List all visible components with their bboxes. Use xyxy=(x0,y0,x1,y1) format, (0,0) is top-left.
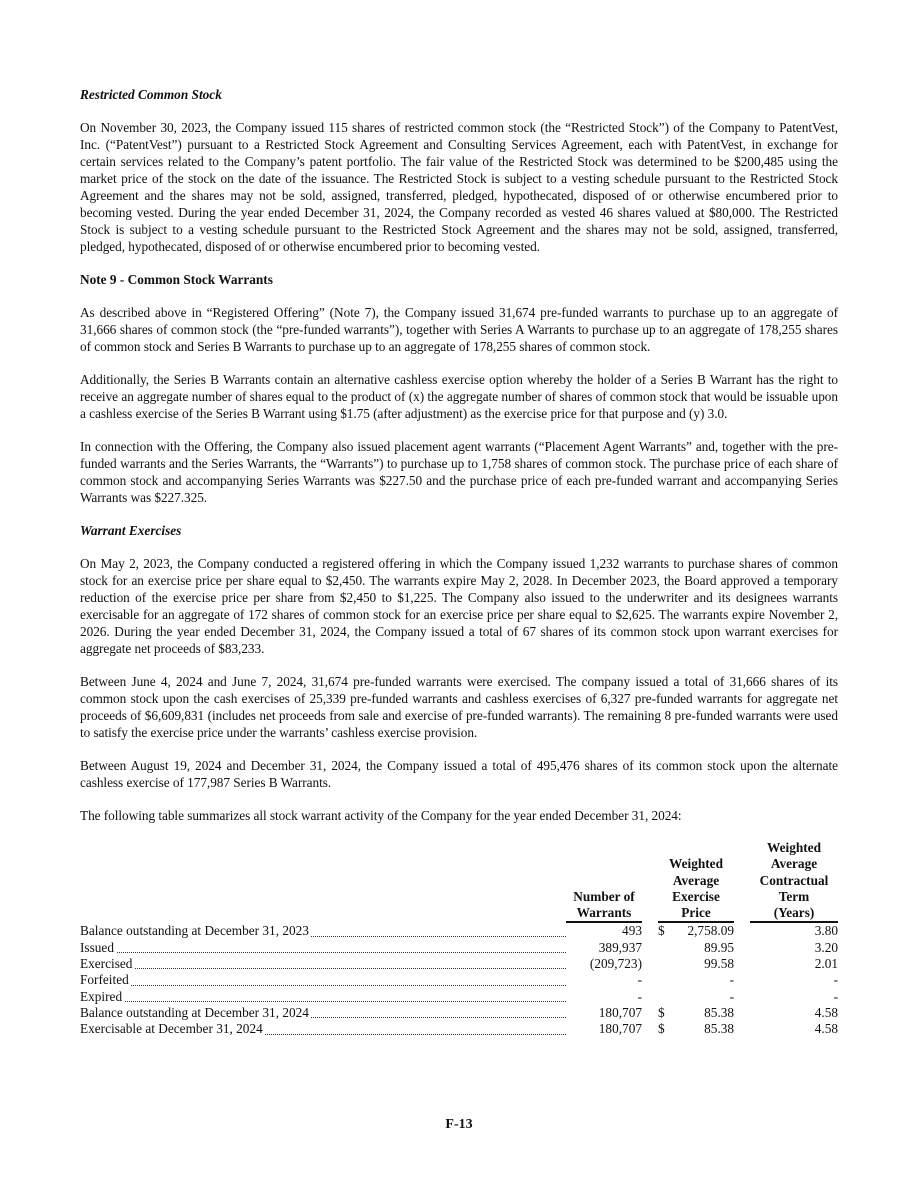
currency-symbol xyxy=(658,989,670,1005)
warrants-value: (209,723) xyxy=(589,956,642,972)
page-number: F-13 xyxy=(445,1117,473,1132)
note9-paragraph-3: In connection with the Offering, the Company also issued placement agent warrants (“Placement Agent Warrants” and, together with the pre-funded warrants and the Series Warrants, the “Warrants”) to purchase up to 1,758 shares of common stock. The purchase price of each share of common stock and accompanying Series Warrants was $227.50 and the purchase price of each pre-funded warrant and accompanying Series Warrants was $227.325. xyxy=(80,439,838,505)
row-label: Balance outstanding at December 31, 2024 xyxy=(80,1004,309,1020)
exercises-paragraph-3: Between August 19, 2024 and December 31, 2024, the Company issued a total of 495,476 shares of its common stock upon the alternate cashless exercise of 177,987 Series B Warrants. xyxy=(80,758,838,790)
price-value: 89.95 xyxy=(704,939,734,955)
price-value: 85.38 xyxy=(704,1021,734,1037)
document-page xyxy=(80,86,838,1038)
note9-paragraph-2: Additionally, the Series B Warrants contain an alternative cashless exercise option whereby the holder of a Series B Warrant has the right to receive an aggregate number of shares equal to the product of (x) the aggregate number of shares of common stock that would be issuable upon a cashless exercise of the Series B Warrant using $1.75 (after adjustment) as the exercise price for that purpose and (y) 3.0. xyxy=(80,372,838,421)
warrants-value: 180,707 xyxy=(598,1004,642,1020)
table-intro-paragraph: The following table summarizes all stock warrant activity of the Company for the year ended December 31, 2024: xyxy=(80,808,682,823)
restricted-stock-heading: Restricted Common Stock xyxy=(80,87,222,102)
row-label: Issued xyxy=(80,939,114,955)
warrant-activity-table xyxy=(80,840,838,1038)
row-label: Exercised xyxy=(80,956,133,972)
currency-symbol xyxy=(658,956,670,972)
term-value: - xyxy=(833,988,838,1004)
currency-symbol: $ xyxy=(658,1021,665,1037)
currency-symbol: $ xyxy=(658,1004,665,1020)
currency-symbol xyxy=(658,972,670,988)
table-row xyxy=(80,956,838,972)
term-value: 3.20 xyxy=(814,939,838,955)
warrant-exercises-heading: Warrant Exercises xyxy=(80,523,182,538)
table-row xyxy=(80,989,838,1005)
currency-symbol xyxy=(658,940,670,956)
price-value: 2,758.09 xyxy=(687,923,734,939)
price-value: - xyxy=(729,988,734,1004)
exercises-paragraph-1: On May 2, 2023, the Company conducted a registered offering in which the Company issued 1,232 warrants to purchase shares of common stock for an exercise price per share equal to $2,450. The warrants expire May 2, 2028. In December 2023, the Board approved a temporary reduction of the exercise price per share from $2,450 to $1,225. The Company also issued to the underwriter and its designees warrants exercisable for an aggregate of 172 shares of common stock for an exercise price per share equal to $2,625. The warrants expire November 2, 2026. During the year ended December 31, 2024, the Company issued a total of 67 shares of its common stock upon warrant exercises for aggregate net proceeds of $83,233. xyxy=(80,556,838,656)
term-value: 4.58 xyxy=(814,1004,838,1020)
warrants-value: 493 xyxy=(622,923,642,939)
price-value: - xyxy=(729,972,734,988)
table-row xyxy=(80,972,838,988)
price-value: 85.38 xyxy=(704,1004,734,1020)
row-label: Balance outstanding at December 31, 2023 xyxy=(80,923,309,939)
term-value: - xyxy=(833,972,838,988)
warrants-value: - xyxy=(637,972,642,988)
price-value: 99.58 xyxy=(704,956,734,972)
warrants-value: 389,937 xyxy=(598,939,642,955)
term-value: 3.80 xyxy=(814,923,838,939)
table-row xyxy=(80,1005,838,1021)
exercises-paragraph-2: Between June 4, 2024 and June 7, 2024, 31,674 pre-funded warrants were exercised. The company issued a total of 31,666 shares of its common stock upon the cash exercises of 25,339 pre-funded warrants and cashless exercises of 6,327 pre-funded warrants for aggregate net proceeds of $6,609,831 (includes net proceeds from sale and exercise of pre-funded warrants). The remaining 8 pre-funded warrants were used to satisfy the exercise price under the warrants’ cashless exercise provision. xyxy=(80,674,838,740)
header-number-of-warrants: Number of Warrants xyxy=(566,840,642,922)
row-label: Expired xyxy=(80,988,123,1004)
note9-heading: Note 9 - Common Stock Warrants xyxy=(80,272,273,287)
warrants-value: 180,707 xyxy=(598,1021,642,1037)
currency-symbol: $ xyxy=(658,923,665,939)
row-label: Forfeited xyxy=(80,972,129,988)
header-contractual-term: Weighted Average Contractual Term (Years) xyxy=(750,840,838,922)
term-value: 4.58 xyxy=(814,1021,838,1037)
header-exercise-price: Weighted Average Exercise Price xyxy=(658,840,734,922)
row-label: Exercisable at December 31, 2024 xyxy=(80,1021,263,1037)
table-row xyxy=(80,940,838,956)
table-header-row xyxy=(80,840,838,922)
table-row xyxy=(80,922,838,939)
warrants-value: - xyxy=(637,988,642,1004)
restricted-stock-paragraph: On November 30, 2023, the Company issued 115 shares of restricted common stock (the “Restricted Stock”) of the Company to PatentVest, Inc. (“PatentVest”) pursuant to a Restricted Stock Agreement and Consulting Services Agreement, each with PatentVest, in exchange for certain services related to the Company’s patent portfolio. The fair value of the Restricted Stock was determined to be $200,485 using the market price of the stock on the date of the issuance. The Restricted Stock is subject to a vesting schedule pursuant to the Restricted Stock Agreement and the shares may not be sold, assigned, transferred, pledged, hypothecated, disposed of or otherwise encumbered prior to becoming vested. During the year ended December 31, 2024, the Company recorded as vested 46 shares valued at $80,000. The Restricted Stock is subject to a vesting schedule pursuant to the Restricted Stock Agreement and the shares may not be sold, assigned, transferred, pledged, hypothecated, disposed of or otherwise encumbered prior to becoming vested. xyxy=(80,120,838,254)
term-value: 2.01 xyxy=(814,956,838,972)
note9-paragraph-1: As described above in “Registered Offering” (Note 7), the Company issued 31,674 pre-funded warrants to purchase up to an aggregate of 31,666 shares of common stock (the “pre-funded warrants”), together with Series A Warrants to purchase up to an aggregate of 178,255 shares of common stock and Series B Warrants to purchase up to an aggregate of 178,255 shares of common stock. xyxy=(80,305,838,354)
table-row xyxy=(80,1021,838,1037)
